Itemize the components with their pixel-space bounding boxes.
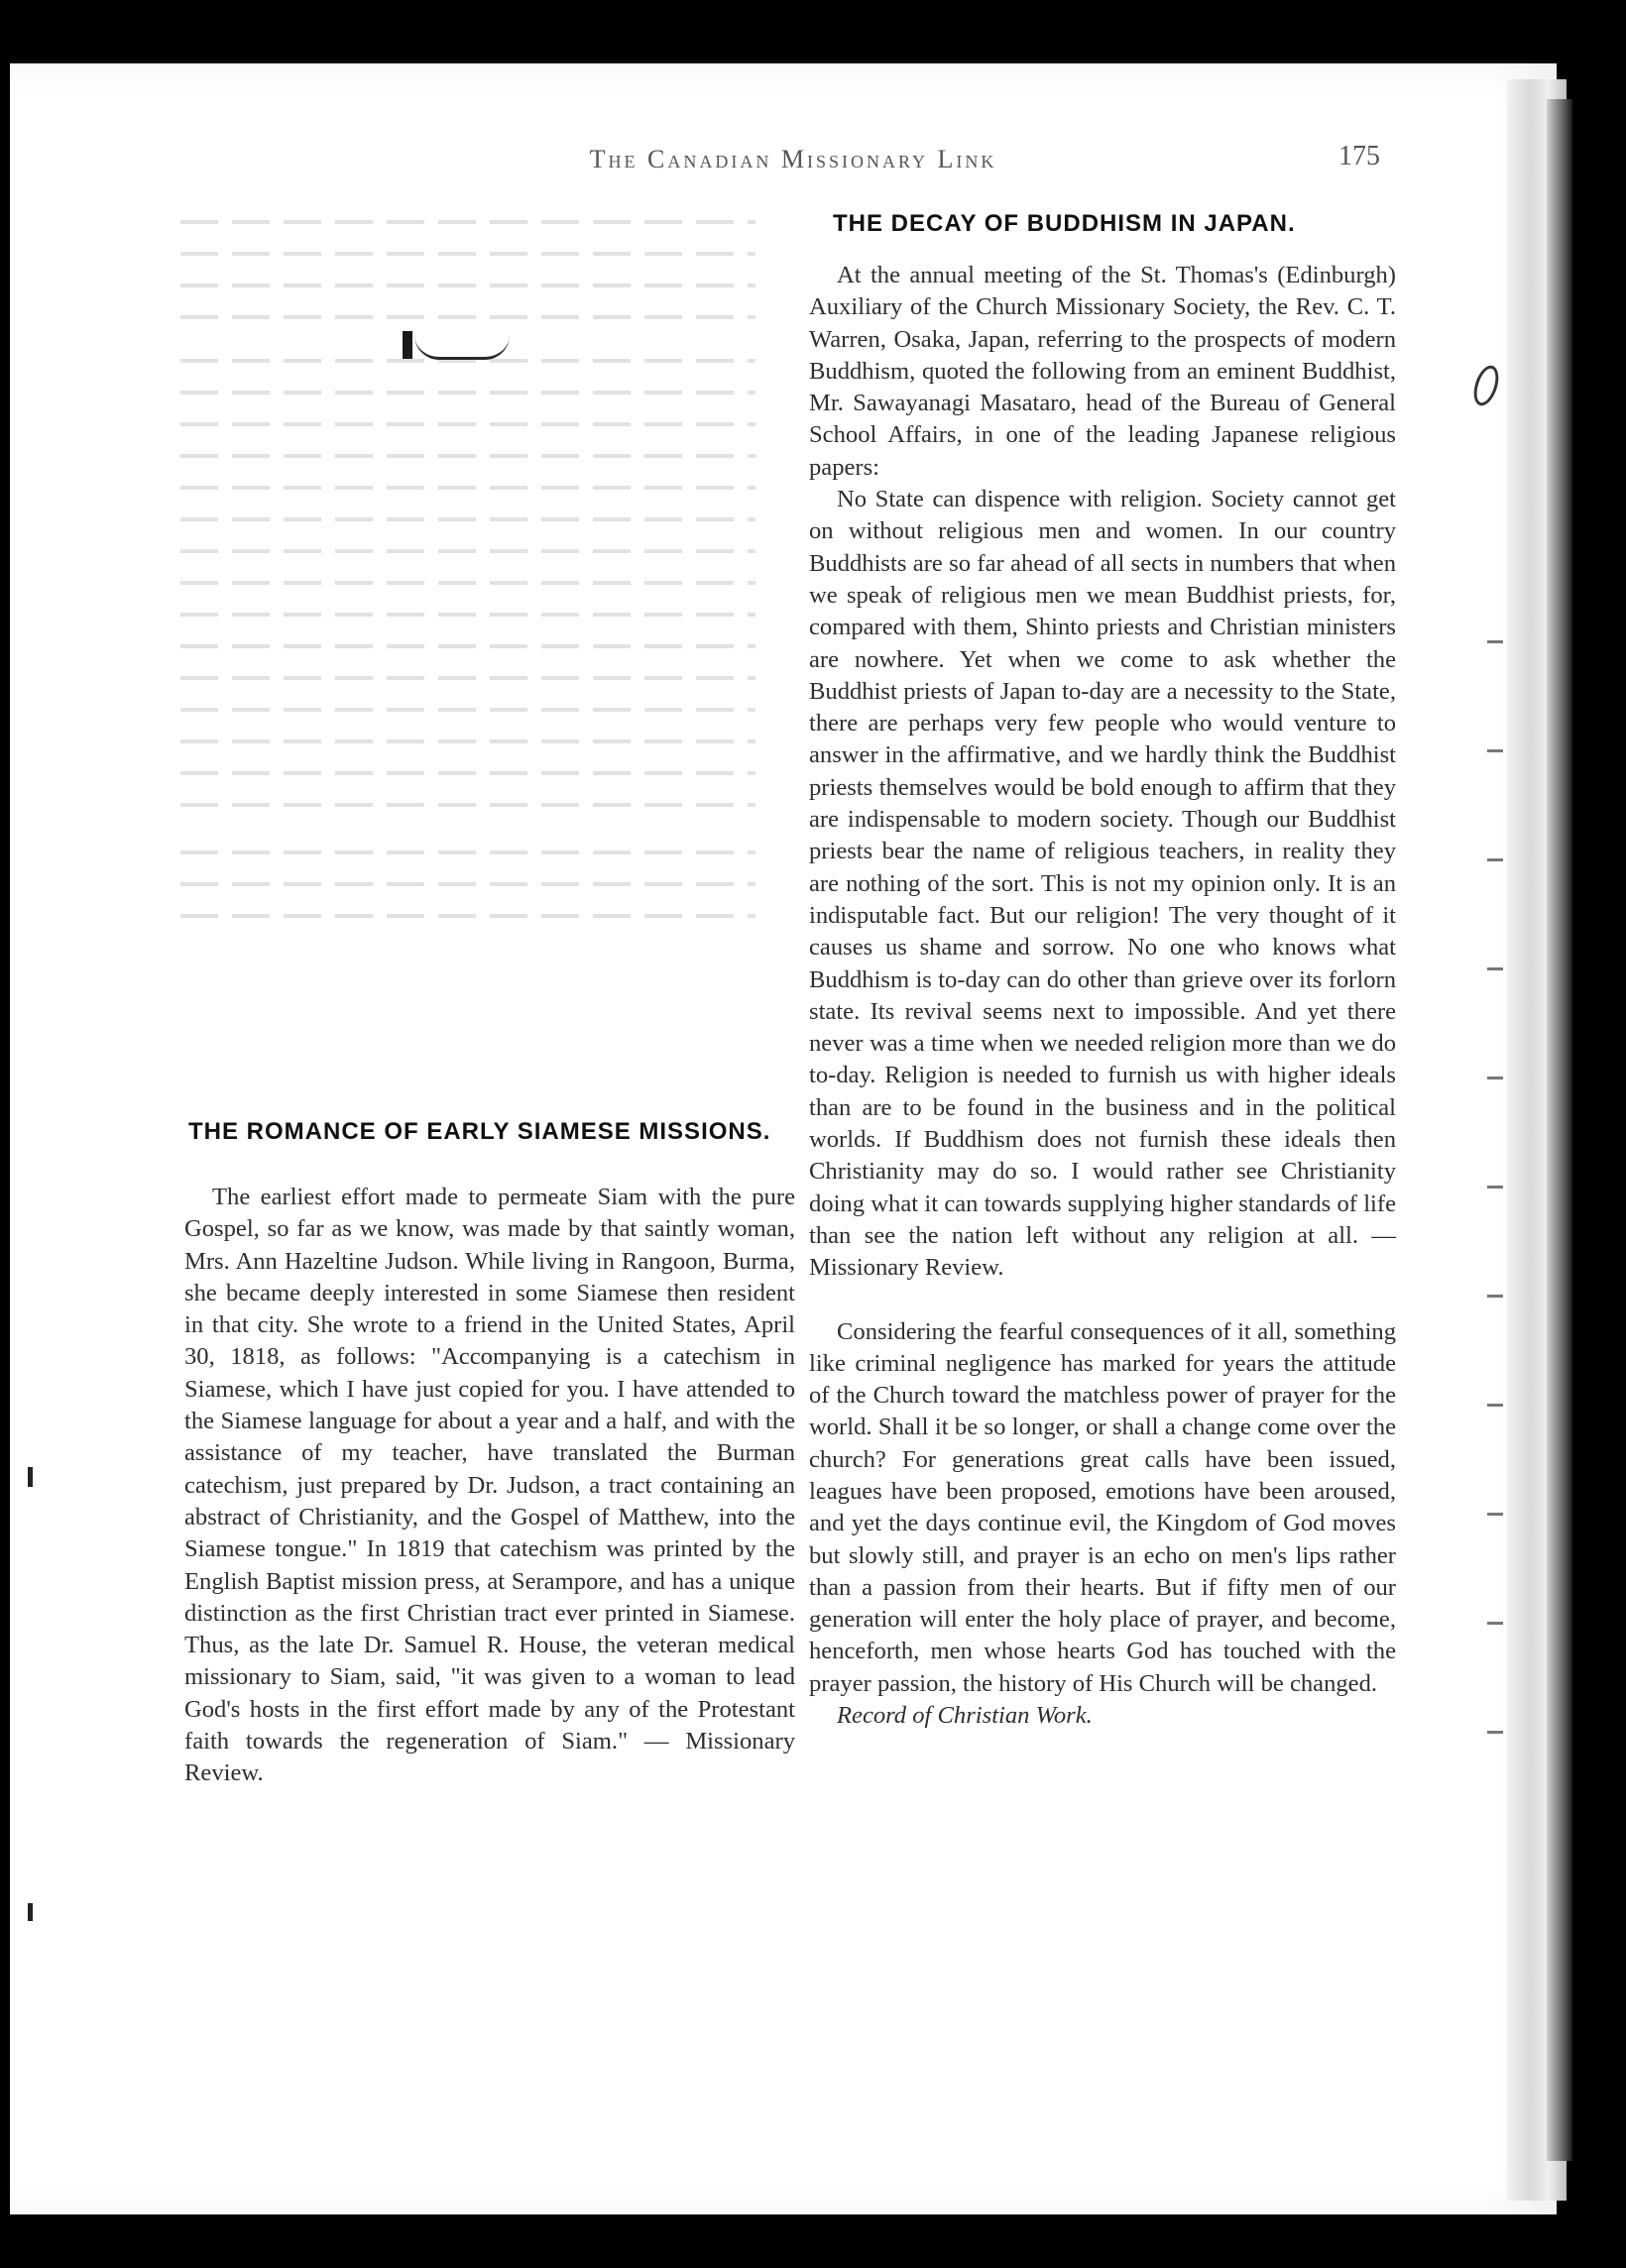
divider-ornament	[414, 335, 510, 360]
article-quote: No State can dispence with religion. Society cannot get on without religious men and women. In our country Buddhists are so far ahead of all sects in numbers that when we speak of religious men we mean Buddhist priests, for, compared with them, Shinto priests and Christian ministers are nowhere. Yet when we come to ask whether the Buddhist priests of Japan to-day are a necessity to the State, there are perhaps very few people who would venture to answer in the affirmative, and we hardly think the Buddhist priests themselves would be bold enough to affirm that they are indispensable to modern society. Though our Buddhist priests bear the name of religious teachers, in reality they are nothing of the sort. This is not my opinion only. It is an indisputable fact. But our religion! The very thought of it causes us shame and sorrow. No one who knows what Buddhism is to-day can do other than grieve over its forlorn state. Its revival seems next to impossible. And yet there never was a time when we needed religion more than we do to-day. Religion is needed to furnish us with higher ideals than are to be found in the business and in the political worlds. If Buddhism does not furnish these ideals then Christianity may do so. I would rather see Christianity doing what it can towards supplying higher standards of life than see the nation left without any religion at all. — Missionary Review.	[809, 486, 1396, 1282]
edge-specks	[1487, 595, 1503, 1784]
margin-mark	[28, 1903, 33, 1921]
article-body	[809, 260, 1396, 1732]
source-attribution: Record of Christian Work.	[837, 1702, 1093, 1730]
ornament-mark	[403, 331, 412, 359]
article-headline: THE DECAY OF BUDDHISM IN JAPAN.	[833, 210, 1296, 237]
article-body	[184, 1182, 795, 1790]
article-paragraph: The earliest effort made to permeate Siam with the pure Gospel, so far as we know, was made by that saintly woman, Mrs. Ann Hazeltine Judson. While living in Rangoon, Burma, she became deeply interested in some Siamese then resident in that city. She wrote to a friend in the United States, April 30, 1818, as follows: "Accompanying is a catechism in Siamese, which I have just copied for you. I have attended to the Siamese language for about a year and a half, and with the assistance of my teacher, have translated the Burman catechism, just prepared by Dr. Judson, a tract containing an abstract of Christianity, and the Gospel of Matthew, into the Siamese tongue." In 1819 that catechism was printed by the English Baptist mission press, at Serampore, and has a unique distinction as the first Christian tract ever printed in Siamese. Thus, as the late Dr. Samuel R. House, the veteran medical missionary to Siam, said, "it was given to a woman to lead God's hosts in the first effort made by any of the Protestant faith towards the regeneration of Siam." — Missionary Review.	[184, 1184, 795, 1787]
running-title: The Canadian Missionary Link	[589, 145, 997, 173]
article-paragraph: At the annual meeting of the St. Thomas's (Edinburgh) Auxiliary of the Church Missionary Society, the Rev. C. T. Warren, Osaka, Japan, referring to the prospects of modern Buddhism, quoted the following from an eminent Buddhist, Mr. Sawayanagi Masataro, head of the Bureau of General School Affairs, in one of the leading Japanese religious papers:	[809, 262, 1396, 481]
article-paragraph: Considering the fearful consequences of it all, something like criminal negligence has marked for years the attitude of the Church toward the matchless power of prayer for the world. Shall it be so longer, or shall a change come over the church? For generations great calls have been issued, leagues have been proposed, emotions have been aroused, and yet the days continue evil, the Kingdom of God moves but slowly still, and prayer is an echo on men's lips rather than a passion from their hearts. But if fifty men of our generation will enter the holy place of prayer, and become, henceforth, men whose hearts God has touched with the prayer passion, the history of His Church will be changed.	[809, 1317, 1396, 1697]
book-spine-edge	[1547, 99, 1572, 2161]
article-headline: THE ROMANCE OF EARLY SIAMESE MISSIONS.	[188, 1118, 771, 1145]
page-number: 175	[1338, 141, 1380, 171]
margin-mark	[28, 1467, 33, 1487]
